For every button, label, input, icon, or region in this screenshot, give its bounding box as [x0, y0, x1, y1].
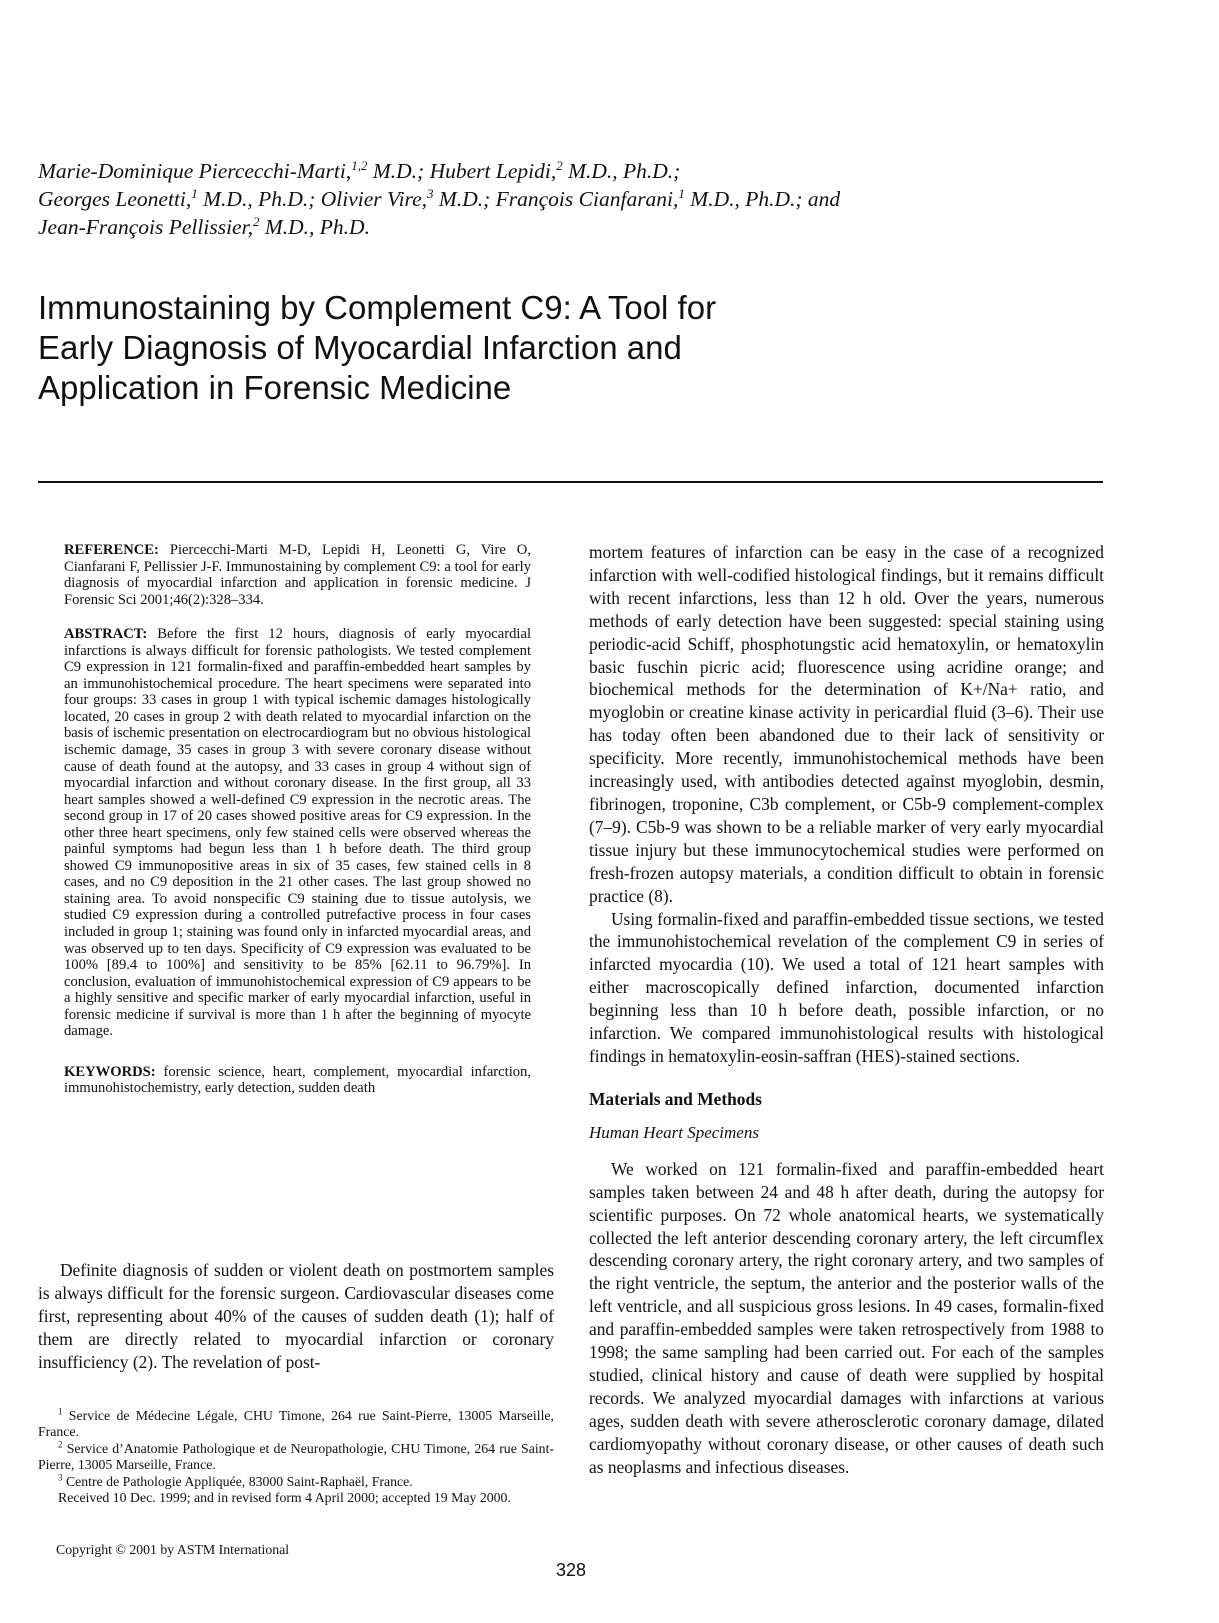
- author-name: M.D.; François Cianfarani,: [433, 187, 679, 211]
- affiliation-marker: 2: [556, 157, 563, 173]
- title-line-1: Immunostaining by Complement C9: A Tool for: [38, 289, 717, 326]
- footnote-marker: 3: [58, 1472, 63, 1483]
- right-column: [589, 541, 1104, 1479]
- keywords-text: forensic science, heart, complement, myocardial infarction, immunohistochemistry, early detection, sudden death: [64, 1063, 531, 1097]
- affiliation-marker: 1: [191, 185, 198, 201]
- abstract-label: ABSTRACT:: [64, 626, 148, 643]
- author-name: Georges Leonetti,: [38, 187, 192, 211]
- title-line-3: Application in Forensic Medicine: [38, 369, 512, 406]
- methods-paragraph: We worked on 121 formalin-fixed and paraffin-embedded heart samples taken between 24 and 48 h after death, during the autopsy for scientific purposes. On 72 whole anatomical hearts, we systematically collected the left anterior descending coronary artery, the left circumflex descending coronary artery, the right coronary artery, and two samples of the right ventricle, the septum, the anterior and the posterior walls of the left ventricle, and all suspicious gross lesions. In 49 cases, formalin-fixed and paraffin-embedded samples were taken retrospectively from 1988 to 1998; the same sampling had been carried out. For each of the samples studied, clinical history and cause of death were supplied by hospital records. We analyzed myocardial damages with infarctions at various ages, sudden death with severe atherosclerotic coronary damage, dilated cardiomyopathy without coronary disease, or other causes of death such as neoplasms and infectious diseases.: [589, 1158, 1104, 1477]
- footnote-text: Service de Médecine Légale, CHU Timone, 264 rue Saint-Pierre, 13005 Marseille, France.: [38, 1408, 554, 1440]
- front-matter: [64, 542, 531, 1097]
- footnote-text: Centre de Pathologie Appliquée, 83000 Saint-Raphaël, France.: [62, 1473, 413, 1489]
- author-line-1: [38, 157, 1118, 185]
- affiliation-marker: 3: [427, 185, 434, 201]
- author-degree: M.D., Ph.D.: [259, 215, 370, 239]
- received-dates: Received 10 Dec. 1999; and in revised form 4 April 2000; accepted 19 May 2000.: [58, 1490, 511, 1506]
- intro-paragraph-2: Using formalin-fixed and paraffin-embedded tissue sections, we tested the immunohistochemical revelation of the complement C9 in series of infarcted myocardia (10). We used a total of 121 heart samples with either macroscopically defined infarction, documented infarction beginning less than 10 h before death, possible infarction, or no infarction. We compared immunohistological results with histological findings in hematoxylin-eosin-saffran (HES)-stained sections.: [589, 908, 1104, 1066]
- affiliation-marker: 1,2: [351, 157, 368, 173]
- footnote-marker: 1: [58, 1406, 63, 1417]
- paper-title: [38, 288, 938, 408]
- author-degree: M.D., Ph.D.;: [562, 159, 681, 183]
- reference-text: Piercecchi-Marti M-D, Lepidi H, Leonetti G, Vire O, Cianfarani F, Pellissier J-F. Immunostaining by complement C9: a tool for early diagnosis of myocardial infarction and application in forensic medicine. J Forensic Sci 2001;46(2):328–334.: [64, 542, 531, 608]
- author-name: Jean-François Pellissier,: [38, 215, 253, 239]
- intro-left-column: [38, 1259, 554, 1374]
- footnote-text: Service d’Anatomie Pathologique et de Neuropathologie, CHU Timone, 264 rue Saint-Pierre, 13005 Marseille, France.: [38, 1440, 554, 1473]
- section-heading-methods: Materials and Methods: [589, 1088, 762, 1109]
- affiliation-marker: 1: [678, 185, 685, 201]
- intro-continuation: mortem features of infarction can be easy in the case of a recognized infarction with well-codified histological findings, but it remains difficult with recent infarctions, less than 12 h old. Over the years, numerous methods of early detection have been suggested: special staining using periodic-acid Schiff, phosphotungstic acid hematoxylin, or hematoxylin basic fuschin picric acid; fluorescence using acridine orange; and biochemical methods for the determination of K+/Na+ ratio, and myoglobin or creatine kinase activity in pericardial fluid (3–6). Their use has today often been abandoned due to their lack of sensitivity or specificity. More recently, immunohistochemical methods have been increasingly used, with antibodies detected against myoglobin, desmin, fibrinogen, troponine, C3b complement, or C5b-9 complement-complex (7–9). C5b-9 was shown to be a reliable marker of very early myocardial tissue injury but these immunocytochemical studies were performed on fresh-frozen autopsy materials, a condition difficult to obtain in forensic practice (8).: [589, 542, 1104, 906]
- author-degree: M.D., Ph.D.; and: [684, 187, 841, 211]
- title-divider: [38, 481, 1103, 483]
- footnote-2: [38, 1441, 554, 1474]
- keywords-block: [64, 1064, 531, 1097]
- footnotes: [38, 1408, 554, 1506]
- author-list: [38, 157, 1118, 241]
- author-name: M.D., Ph.D.; Olivier Vire,: [197, 187, 428, 211]
- subsection-heading: Human Heart Specimens: [589, 1122, 759, 1142]
- reference-label: REFERENCE:: [64, 542, 159, 558]
- affiliation-marker: 2: [252, 213, 260, 229]
- title-line-2: Early Diagnosis of Myocardial Infarction and: [38, 329, 682, 366]
- keywords-label: KEYWORDS:: [64, 1063, 156, 1080]
- author-line-3: [38, 213, 1118, 241]
- abstract-text: Before the first 12 hours, diagnosis of early myocardial infarctions is always difficult for forensic pathologists. We tested complement C9 expression in 121 formalin-fixed and paraffin-embedded heart samples by an immunohistochemical procedure. The heart specimens were separated into four groups: 33 cases in group 1 with typical ischemic damages histologically located, 20 cases in group 2 with death related to myocardial infarction on the basis of ischemic presentation on electrocardiogram but no obvious histological ischemic damage, 35 cases in group 3 with severe coronary disease without cause of death found at the autopsy, and 33 cases in group 4 without sign of myocardial infarction and without coronary disease. In the first group, all 33 heart samples showed a well-defined C9 expression in the necrotic areas. The second group in 17 of 20 cases showed positive areas for C9 expression. In the other three heart specimens, only few stained cells were observed whereas the painful symptoms had begun less than 1 h before death. The third group showed C9 immunopositive areas in six of 35 cases, few stained cells in 8 cases, and no C9 deposition in the 21 other cases. The last group showed no staining area. To avoid nonspecific C9 staining due to tissue autolysis, we studied C9 expression during a controlled putrefactive process in four cases included in group 1; staining was found only in infarcted myocardial areas, and was observed up to ten days. Specificity of C9 expression was evaluated to be 100% [89.4 to 100%] and sensitivity to be 85% [62.11 to 96.79%]. In conclusion, evaluation of immunohistochemical expression of C9 appears to be a highly sensitive and specific marker of early myocardial infarction, useful in forensic medicine if survival is more than 1 h after the beginning of myocyte damage.: [64, 626, 531, 1040]
- copyright-notice: Copyright © 2001 by ASTM International: [56, 1542, 290, 1557]
- reference-block: [64, 542, 531, 608]
- footnote-3: [38, 1474, 554, 1490]
- footnote-1: [38, 1408, 554, 1441]
- footnote-marker: 2: [58, 1439, 63, 1450]
- author-name: M.D.; Hubert Lepidi,: [367, 159, 557, 183]
- author-line-2: [38, 185, 1118, 213]
- page-number: 328: [556, 1560, 587, 1580]
- abstract-block: [64, 626, 531, 1040]
- intro-paragraph: Definite diagnosis of sudden or violent death on postmortem samples is always difficult for the forensic surgeon. Cardiovascular diseases come first, representing about 40% of the causes of sudden death (1); half of them are directly related to myocardial infarction or coronary insufficiency (2). The revelation of post-: [38, 1260, 554, 1372]
- author-name: Marie-Dominique Piercecchi-Marti,: [38, 159, 352, 183]
